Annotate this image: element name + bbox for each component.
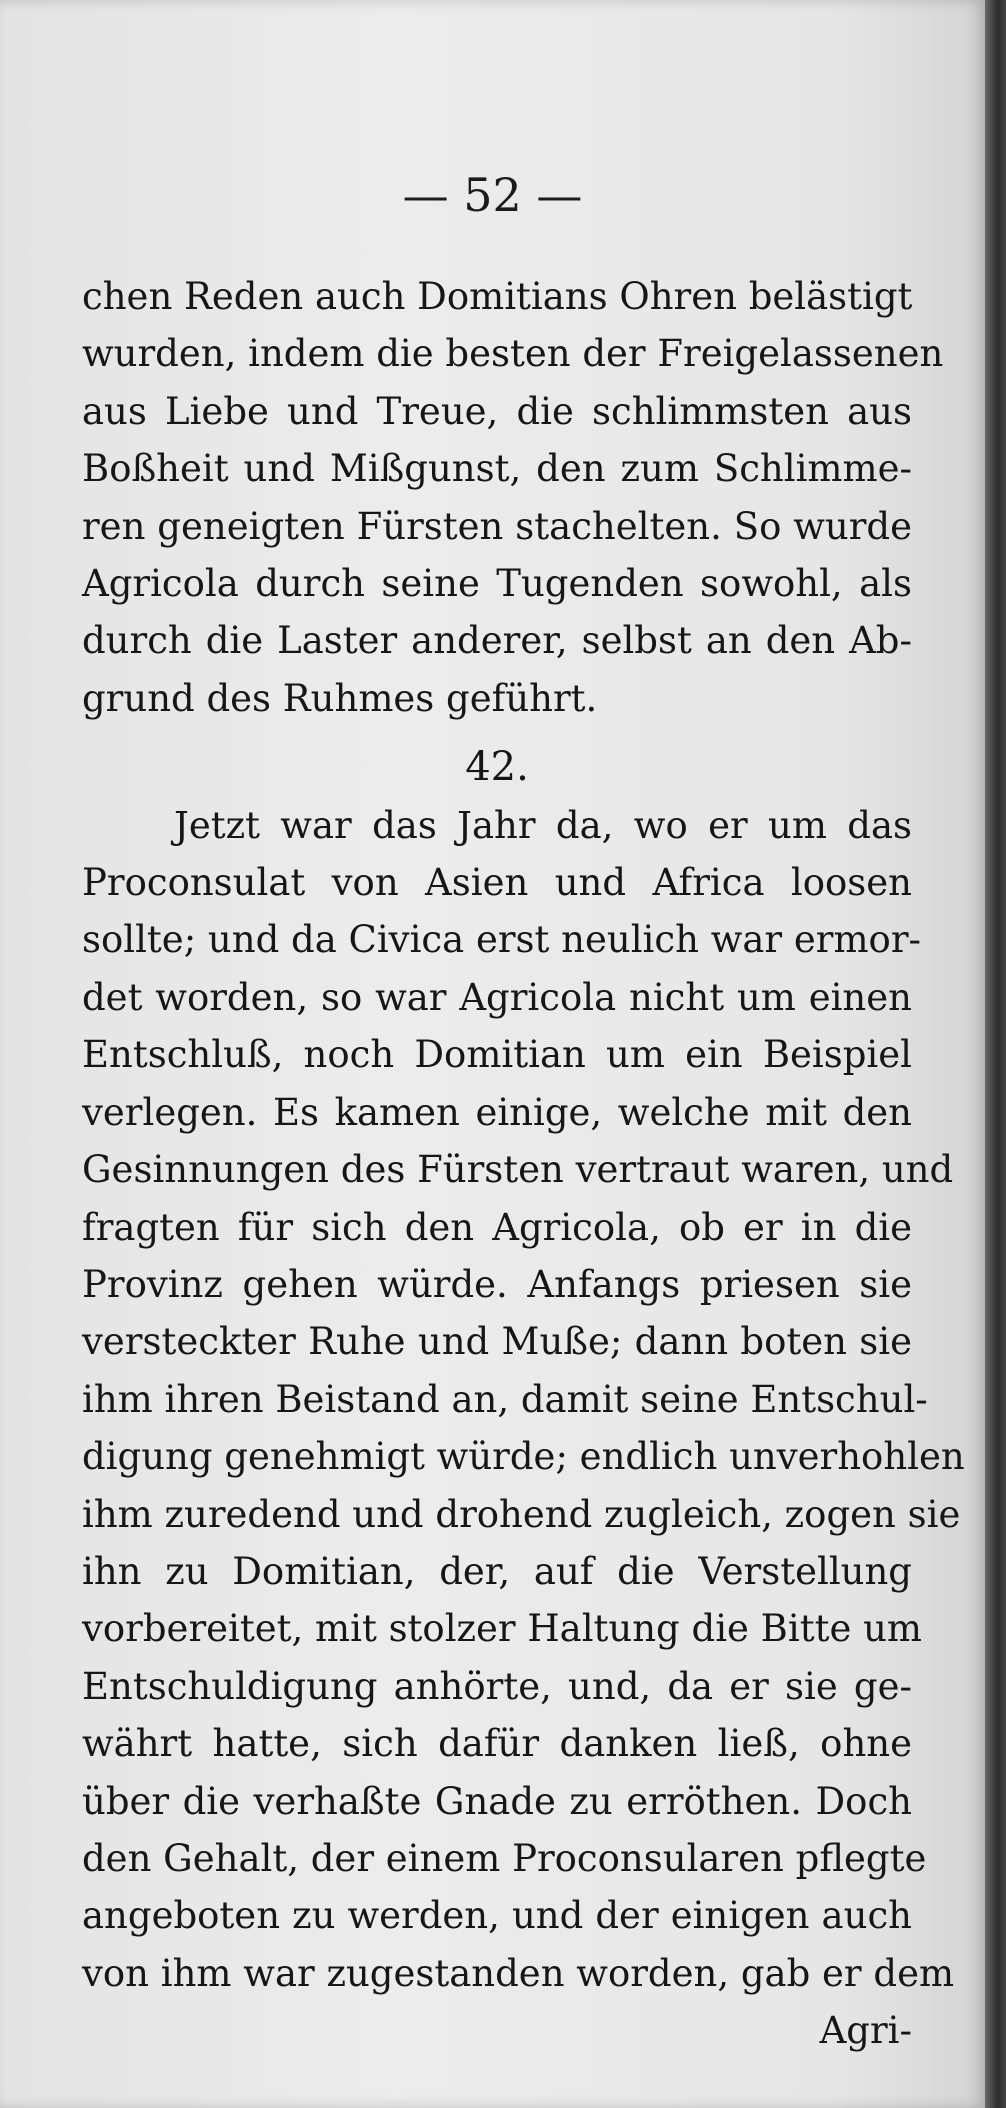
catchword: Agri-: [819, 2009, 912, 2053]
text-line: Entschluß, noch Domitian um ein Beispiel: [82, 1033, 912, 1077]
text-line: wurden, indem die besten der Freigelassenen: [82, 332, 944, 376]
text-line: Boßheit und Mißgunst, den zum Schlimme-: [82, 447, 912, 491]
text-line: durch die Laster anderer, selbst an den Ab-: [82, 619, 912, 663]
text-line: vorbereitet, mit stolzer Haltung die Bitte um: [82, 1607, 923, 1651]
page-body: [82, 268, 965, 2060]
text-line: chen Reden auch Domitians Ohren belästigt: [82, 275, 913, 318]
text-line: ihm zuredend und drohend zugleich, zogen sie: [82, 1492, 961, 1536]
text-line: Proconsulat von Asien und Africa loosen: [82, 861, 912, 905]
text-line: Provinz gehen würde. Anfangs priesen sie: [82, 1262, 912, 1306]
paragraph-2: [82, 797, 965, 2003]
text-line: angeboten zu werden, und der einigen auch: [82, 1894, 912, 1938]
text-line: Entschuldigung anhörte, und, da er sie ge-: [82, 1664, 912, 1708]
text-line: sollte; und da Civica erst neulich war ermor-: [82, 918, 922, 962]
text-line: über die verhaßte Gnade zu erröthen. Doch: [82, 1779, 912, 1823]
page-number-header: — 52 —: [402, 168, 583, 222]
text-line: ren geneigten Fürsten stachelten. So wurde: [82, 504, 912, 548]
text-line: fragten für sich den Agricola, ob er in die: [82, 1205, 912, 1249]
text-line: aus Liebe und Treue, die schlimmsten aus: [82, 389, 912, 433]
text-line: verlegen. Es kamen einige, welche mit den: [82, 1090, 912, 1134]
text-line: digung genehmigt würde; endlich unverhohlen: [82, 1435, 965, 1479]
text-line: grund des Ruhmes geführt.: [82, 676, 598, 720]
section-number: 42.: [465, 744, 529, 791]
text-line: Agricola durch seine Tugenden sowohl, als: [82, 562, 912, 606]
book-edge: [985, 0, 1006, 2108]
text-line: den Gehalt, der einem Proconsularen pflegte: [82, 1836, 927, 1880]
text-line: Gesinnungen des Fürsten vertraut waren, und: [82, 1148, 954, 1192]
paragraph-1: [82, 268, 944, 727]
text-line: ihn zu Domitian, der, auf die Verstellung: [82, 1549, 912, 1593]
text-line: det worden, so war Agricola nicht um einen: [82, 975, 912, 1019]
text-line: von ihm war zugestanden worden, gab er dem: [82, 1951, 955, 1995]
text-line: versteckter Ruhe und Muße; dann boten sie: [82, 1320, 912, 1364]
text-line: ihm ihren Beistand an, damit seine Entschul-: [82, 1377, 928, 1421]
text-line: Jetzt war das Jahr da, wo er um das: [174, 803, 912, 847]
text-line: währt hatte, sich dafür danken ließ, ohne: [82, 1722, 912, 1766]
